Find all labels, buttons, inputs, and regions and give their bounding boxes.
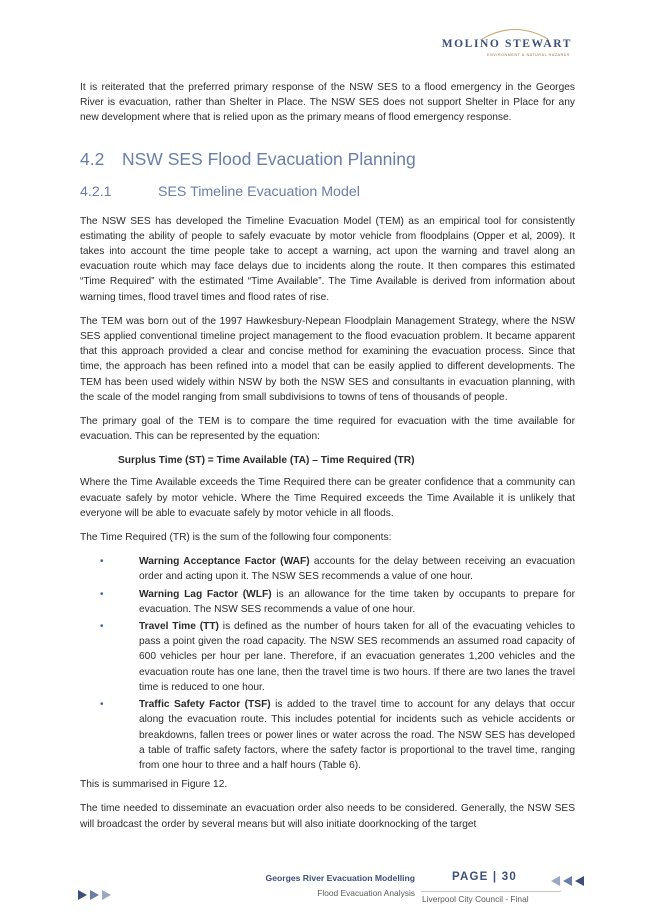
- company-logo: [440, 26, 580, 64]
- footer-report-subtitle: Flood Evacuation Analysis: [317, 888, 415, 898]
- list-item: [80, 697, 575, 773]
- footer-divider: [421, 891, 561, 892]
- intro-paragraph: It is reiterated that the preferred primary response of the NSW SES to a flood emergency in the Georges River is evacuation, rather than Shelter in Place. The NSW SES does not support Shelter in Place for any new development where that is relied upon as the primary means of flood emergency response.: [80, 82, 575, 124]
- page-footer: [0, 864, 653, 924]
- section-number: 4.2: [80, 148, 105, 169]
- subsection-heading: [80, 183, 575, 201]
- logo-tagline: ENVIRONMENT & NATURAL HAZARDS: [487, 53, 570, 57]
- main-content: [80, 80, 575, 841]
- component-term: Travel Time (TT): [139, 621, 219, 633]
- time-required-components-list: [80, 554, 575, 773]
- paragraph: Where the Time Available exceeds the Time Required there can be greater confidence that a community can evacuate safely by motor vehicle. Where the Time Required exceeds the Time Available it is unlikely that everyone will be able to evacuate safely by motor vehicle in all floods.: [80, 477, 575, 519]
- paragraph: The NSW SES has developed the Timeline Evacuation Model (TEM) as an empirical tool for consistently estimating the ability of people to safely evacuate by motor vehicle from floodplains (Opper et al, 2009). It takes into account the time people take to accept a warning, act upon the warning and travel along an evacuation route which may face delays due to incidents along the route. It then compares this estimated “Time Required” with the estimated “Time Available”. The Time Available is derived from information about warning times, flood travel times and flood rates of rise.: [80, 215, 575, 303]
- forward-arrows-icon: [78, 889, 118, 901]
- list-item: [80, 587, 575, 617]
- bullet-icon: •: [100, 699, 104, 711]
- list-item: [80, 619, 575, 695]
- component-term: Warning Acceptance Factor (WAF): [139, 556, 310, 568]
- closing-paragraph: The time needed to disseminate an evacuation order also needs to be considered. Generally, the NSW SES will broadcast the order by several means but will also initiate doorknocking of the target: [80, 803, 575, 830]
- surplus-time-equation: Surplus Time (ST) = Time Available (TA) – Time Required (TR): [118, 455, 415, 467]
- section-heading: [80, 148, 575, 170]
- component-description: accounts for the delay between receiving an evacuation order and acting upon it. The NSW SES recommends a value of one hour.: [139, 556, 575, 583]
- component-description: is added to the travel time to account for any delays that occur along the evacuation route. This includes potential for incidents such as vehicle accidents or breakdowns, fallen trees or power lines or water across the road. The NSW SES has developed a table of traffic safety factors, where the safety factor is proportional to the travel time, ranging from one hour to three and a half hours (Table 6).: [139, 699, 575, 771]
- page-number: PAGE | 30: [452, 871, 517, 883]
- paragraph: The primary goal of the TEM is to compare the time required for evacuation with the time available for evacuation. This can be represented by the equation:: [80, 416, 575, 443]
- back-arrows-icon: [551, 875, 587, 887]
- logo-brand-text: MOLINO STEWART: [441, 38, 572, 50]
- list-item: [80, 554, 575, 584]
- footer-report-title: Georges River Evacuation Modelling: [265, 873, 415, 883]
- component-term: Warning Lag Factor (WLF): [139, 588, 272, 600]
- footer-client: Liverpool City Council - Final: [422, 894, 529, 904]
- bullet-icon: •: [100, 588, 104, 600]
- subsection-title: SES Timeline Evacuation Model: [158, 183, 360, 200]
- paragraph: The TEM was born out of the 1997 Hawkesbury-Nepean Floodplain Management Strategy, where the NSW SES applied conventional timeline project management to the flood evacuation problem. It became apparent that this approach provided a clear and concise method for examining the evacuation process. Since that time, the approach has been refined into a model that can be easily applied to different developments. The TEM has been used widely within NSW by both the NSW SES and consultants in evacuation planning, with the scale of the model ranging from small subdivisions to towns of tens of thousands of people.: [80, 315, 575, 403]
- bullet-icon: •: [100, 621, 104, 633]
- summary-paragraph: This is summarised in Figure 12.: [80, 779, 228, 791]
- section-title: NSW SES Flood Evacuation Planning: [122, 148, 416, 169]
- component-term: Traffic Safety Factor (TSF): [139, 699, 271, 711]
- bullet-icon: •: [100, 556, 104, 568]
- component-description: is defined as the number of hours taken for all of the evacuating vehicles to pass a point given the road capacity. The NSW SES recommends an assumed road capacity of 600 vehicles per hour per lane. Therefore, if an evacuation generates 1,200 vehicles and the evacuation route has one lane, then the travel time is two hours. If there are two lanes the travel time is reduced to one hour.: [139, 621, 576, 693]
- component-description: is an allowance for the time taken by occupants to prepare for evacuation. The NSW SES recommends a value of one hour.: [139, 588, 575, 615]
- subsection-number: 4.2.1: [80, 183, 112, 200]
- paragraph: The Time Required (TR) is the sum of the following four components:: [80, 532, 392, 544]
